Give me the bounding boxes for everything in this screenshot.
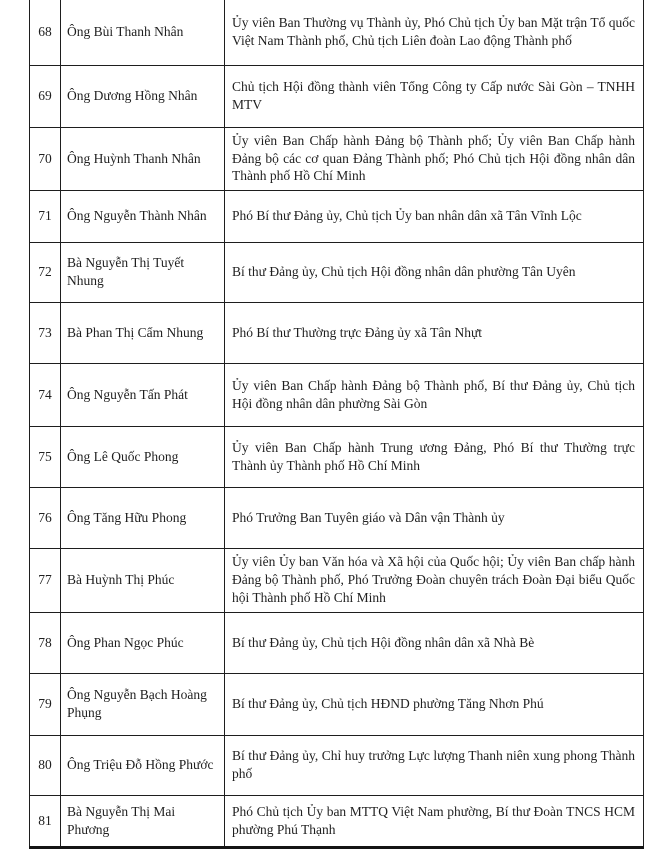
position-cell: Phó Chủ tịch Ủy ban MTTQ Việt Nam phường, Bí thư Đoàn TNCS HCM phường Phú Thạnh bbox=[225, 795, 644, 847]
name-cell: Ông Nguyễn Bạch Hoàng Phụng bbox=[61, 673, 225, 735]
table-row bbox=[30, 426, 644, 487]
row-number-cell: 78 bbox=[30, 612, 61, 673]
position-cell: Ủy viên Ban Chấp hành Đảng bộ Thành phố, Bí thư Đảng ủy, Chủ tịch Hội đồng nhân dân phường Sài Gòn bbox=[225, 363, 644, 426]
name-cell: Ông Nguyễn Tấn Phát bbox=[61, 363, 225, 426]
row-number-cell: 74 bbox=[30, 363, 61, 426]
position-cell: Phó Trưởng Ban Tuyên giáo và Dân vận Thành ủy bbox=[225, 487, 644, 548]
table-row bbox=[30, 65, 644, 127]
name-cell: Ông Phan Ngọc Phúc bbox=[61, 612, 225, 673]
row-number-cell: 77 bbox=[30, 548, 61, 612]
row-number-cell: 70 bbox=[30, 127, 61, 190]
table-row bbox=[30, 127, 644, 190]
name-cell: Ông Nguyễn Thành Nhân bbox=[61, 190, 225, 242]
name-cell: Ông Bùi Thanh Nhân bbox=[61, 0, 225, 65]
table-row bbox=[30, 0, 644, 65]
table-row bbox=[30, 673, 644, 735]
name-cell: Bà Nguyễn Thị Mai Phương bbox=[61, 795, 225, 847]
position-cell: Phó Bí thư Đảng ủy, Chủ tịch Ủy ban nhân dân xã Tân Vĩnh Lộc bbox=[225, 190, 644, 242]
position-cell: Ủy viên Ủy ban Văn hóa và Xã hội của Quốc hội; Ủy viên Ban chấp hành Đảng bộ Thành phố, Phó Trưởng Đoàn chuyên trách Đoàn Đại biểu Quốc hội Thành phố Hồ Chí Minh bbox=[225, 548, 644, 612]
name-cell: Ông Triệu Đỗ Hồng Phước bbox=[61, 735, 225, 795]
position-cell: Ủy viên Ban Thường vụ Thành ủy, Phó Chủ tịch Ủy ban Mặt trận Tổ quốc Việt Nam Thành phố, Chủ tịch Liên đoàn Lao động Thành phố bbox=[225, 0, 644, 65]
row-number-cell: 79 bbox=[30, 673, 61, 735]
table-row bbox=[30, 735, 644, 795]
row-number-cell: 69 bbox=[30, 65, 61, 127]
table-row bbox=[30, 302, 644, 363]
position-cell: Bí thư Đảng ủy, Chỉ huy trưởng Lực lượng Thanh niên xung phong Thành phố bbox=[225, 735, 644, 795]
name-cell: Ông Lê Quốc Phong bbox=[61, 426, 225, 487]
row-number-cell: 73 bbox=[30, 302, 61, 363]
row-number-cell: 75 bbox=[30, 426, 61, 487]
row-number-cell: 71 bbox=[30, 190, 61, 242]
table-row bbox=[30, 242, 644, 302]
position-cell: Bí thư Đảng ủy, Chủ tịch Hội đồng nhân dân xã Nhà Bè bbox=[225, 612, 644, 673]
table-row bbox=[30, 548, 644, 612]
table-row bbox=[30, 190, 644, 242]
name-cell: Bà Nguyễn Thị Tuyết Nhung bbox=[61, 242, 225, 302]
table-row bbox=[30, 612, 644, 673]
table-row bbox=[30, 795, 644, 847]
position-cell: Phó Bí thư Thường trực Đảng ủy xã Tân Nhựt bbox=[225, 302, 644, 363]
name-cell: Bà Phan Thị Cẩm Nhung bbox=[61, 302, 225, 363]
officials-table bbox=[29, 0, 644, 849]
row-number-cell: 80 bbox=[30, 735, 61, 795]
position-cell: Chủ tịch Hội đồng thành viên Tổng Công ty Cấp nước Sài Gòn – TNHH MTV bbox=[225, 65, 644, 127]
name-cell: Bà Huỳnh Thị Phúc bbox=[61, 548, 225, 612]
name-cell: Ông Huỳnh Thanh Nhân bbox=[61, 127, 225, 190]
name-cell: Ông Dương Hồng Nhân bbox=[61, 65, 225, 127]
position-cell: Ủy viên Ban Chấp hành Trung ương Đảng, Phó Bí thư Thường trực Thành ủy Thành phố Hồ Chí Minh bbox=[225, 426, 644, 487]
position-cell: Ủy viên Ban Chấp hành Đảng bộ Thành phố; Ủy viên Ban Chấp hành Đảng bộ các cơ quan Đảng Thành phố; Phó Chủ tịch Hội đồng nhân dân Thành phố Hồ Chí Minh bbox=[225, 127, 644, 190]
table-row bbox=[30, 363, 644, 426]
position-cell: Bí thư Đảng ủy, Chủ tịch Hội đồng nhân dân phường Tân Uyên bbox=[225, 242, 644, 302]
row-number-cell: 68 bbox=[30, 0, 61, 65]
row-number-cell: 81 bbox=[30, 795, 61, 847]
name-cell: Ông Tăng Hữu Phong bbox=[61, 487, 225, 548]
position-cell: Bí thư Đảng ủy, Chủ tịch HĐND phường Tăng Nhơn Phú bbox=[225, 673, 644, 735]
table-row bbox=[30, 487, 644, 548]
row-number-cell: 72 bbox=[30, 242, 61, 302]
row-number-cell: 76 bbox=[30, 487, 61, 548]
